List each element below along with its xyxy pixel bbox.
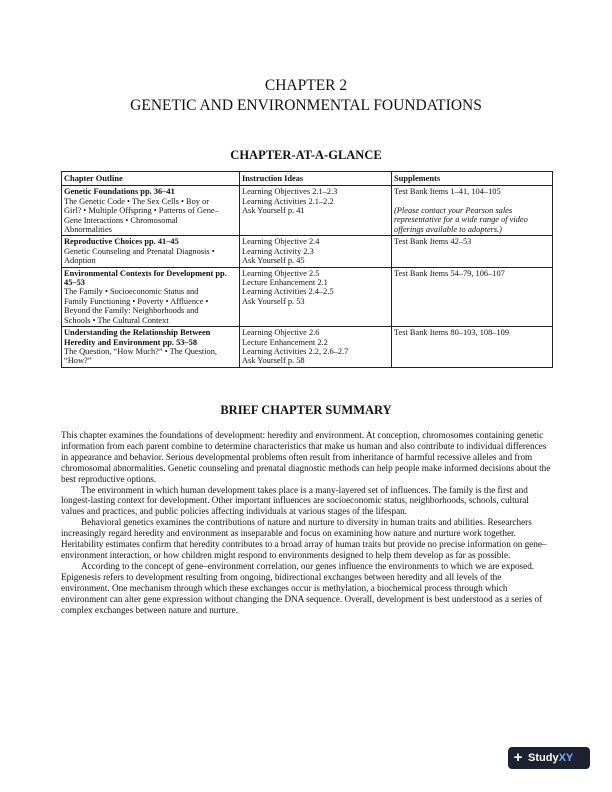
outline-line: The Question, “How Much?” • The Question, bbox=[64, 346, 218, 356]
instruction-idea: Ask Yourself p. 58 bbox=[242, 356, 305, 366]
outline-cell bbox=[62, 267, 240, 326]
column-header: Chapter Outline bbox=[62, 172, 240, 186]
outline-line: Schools • The Cultural Context bbox=[64, 315, 169, 325]
supplements-cell bbox=[392, 327, 553, 368]
summary-paragraph: This chapter examines the foundations of development: heredity and environment. At conception, chromosomes containing genetic information from each parent combine to determine characteristics that make us human and also contribute to individual differences in appearance and behavior. Serious developmental problems often result from inheritance of harmful recessive alleles and from chromosomal abnormalities. Genetic counseling and prenatal diagnostic methods can help people make informed decisions about the best reproductive options. bbox=[61, 430, 551, 484]
outline-line: “How?” bbox=[64, 356, 92, 366]
summary-paragraph: The environment in which human development takes place is a many-layered set of influences. The family is the first and longest-lasting context for development. Other important influences are socioeconomic status, neighborhoods, schools, cultural values and practices, and public policies affecting individuals at various stages of the lifespan. bbox=[61, 484, 529, 517]
brand-main: Study bbox=[528, 752, 559, 764]
supplement-note-line: representative for a wide range of video bbox=[394, 215, 528, 225]
supplement-item: Test Bank Items 54–79, 106–107 bbox=[394, 268, 505, 278]
glance-heading: CHAPTER-AT-A-GLANCE bbox=[230, 148, 382, 162]
outline-topic: Understanding the Relationship Between Heredity and Environment pp. 53–58 bbox=[64, 328, 211, 347]
supplements-cell bbox=[392, 186, 553, 236]
column-header: Instruction Ideas bbox=[240, 172, 392, 186]
instruction-idea: Learning Activities 2.4–2.5 bbox=[242, 287, 334, 297]
supplement-item: Test Bank Items 80–103, 108–109 bbox=[394, 328, 510, 338]
chapter-at-a-glance-table bbox=[61, 171, 553, 368]
chapter-number: CHAPTER 2 bbox=[264, 77, 348, 94]
outline-line: The Genetic Code • The Sex Cells • Boy or bbox=[64, 196, 210, 206]
instruction-idea: Lecture Enhancement 2.1 bbox=[242, 278, 328, 288]
plus-icon: + bbox=[513, 749, 523, 766]
outline-line: Beyond the Family: Neighborhoods and bbox=[64, 306, 199, 316]
instruction-idea: Ask Yourself p. 45 bbox=[242, 256, 305, 266]
column-header: Supplements bbox=[392, 172, 553, 186]
summary-heading: BRIEF CHAPTER SUMMARY bbox=[220, 403, 392, 417]
brand-accent: XY bbox=[558, 752, 574, 764]
outline-topic: Reproductive Choices pp. 41–45 bbox=[64, 237, 179, 247]
outline-line: Gene Interactions • Chromosomal bbox=[64, 215, 178, 225]
instruction-idea: Ask Yourself p. 53 bbox=[242, 296, 305, 306]
supplement-note-line: offerings available to adopters.) bbox=[394, 224, 502, 234]
outline-line: Abnormalities bbox=[64, 225, 112, 235]
outline-cell bbox=[62, 186, 240, 236]
summary-paragraph: According to the concept of gene–environment correlation, our genes influence the environments to which we are exposed. Epigenesis refers to development resulting from ongoing, bidirectional exchanges between heredity and all levels of the environment. One mechanism through which these exchanges occur is methylation, a biochemical process through which environment can alter gene expression without changing the DNA sequence. Overall, development is best understood as a series of complex exchanges between nature and nurture. bbox=[61, 560, 543, 615]
outline-line: The Family • Socioeconomic Status and bbox=[64, 287, 199, 297]
instruction-ideas-cell bbox=[240, 236, 392, 267]
instruction-ideas-cell bbox=[240, 327, 392, 368]
supplements-cell bbox=[392, 267, 553, 326]
summary-text bbox=[61, 430, 552, 615]
supplements-cell bbox=[392, 236, 553, 267]
outline-line: Adoption bbox=[64, 256, 96, 266]
instruction-idea: Learning Activity 2.3 bbox=[242, 246, 314, 256]
outline-cell bbox=[62, 236, 240, 267]
outline-line: Genetic Counseling and Prenatal Diagnosis • bbox=[64, 246, 215, 256]
outline-line: Family Functioning • Poverty • Affluence • bbox=[64, 296, 209, 306]
chapter-title: GENETIC AND ENVIRONMENTAL FOUNDATIONS bbox=[130, 97, 482, 114]
supplement-note-line: (Please contact your Pearson sales bbox=[394, 205, 513, 215]
instruction-idea: Ask Yourself p. 41 bbox=[242, 206, 305, 216]
instruction-ideas-cell bbox=[240, 267, 392, 326]
instruction-idea: Learning Objective 2.4 bbox=[242, 237, 320, 247]
supplement-note bbox=[394, 206, 550, 234]
outline-cell bbox=[62, 327, 240, 368]
instruction-idea: Learning Objectives 2.1–2.3 bbox=[242, 187, 338, 197]
supplement-item: Test Bank Items 1–41, 104–105 bbox=[394, 187, 501, 197]
outline-topic: Environmental Contexts for Development pp. 45–53 bbox=[64, 268, 227, 288]
summary-paragraph: Behavioral genetics examines the contributions of nature and nurture to diversity in human traits and abilities. Researchers increasingly regard heredity and environment as inseparable and focus on examining how nature and nurture work together. Heritability estimates confirm that heredity contributes to a broad array of human traits but provide no precise information on gene–environment interaction, or how children might respond to environments designed to help them develop as far as possible. bbox=[61, 517, 547, 560]
supplement-item: Test Bank Items 42–53 bbox=[394, 237, 472, 247]
table-row bbox=[62, 327, 553, 368]
table-row bbox=[62, 236, 553, 267]
outline-topic: Genetic Foundations pp. 36–41 bbox=[64, 187, 175, 197]
instruction-ideas-cell bbox=[240, 186, 392, 236]
outline-line: Girl? • Multiple Offspring • Patterns of Gene– bbox=[64, 206, 219, 216]
table-row bbox=[62, 186, 553, 236]
instruction-idea: Lecture Enhancement 2.2 bbox=[242, 337, 328, 347]
instruction-idea: Learning Activities 2.1–2.2 bbox=[242, 196, 334, 206]
instruction-idea: Learning Objective 2.5 bbox=[242, 268, 320, 278]
table-row bbox=[62, 267, 553, 326]
studyxy-watermark bbox=[508, 747, 590, 769]
instruction-idea: Learning Objective 2.6 bbox=[242, 328, 320, 338]
instruction-idea: Learning Activities 2.2, 2.6–2.7 bbox=[242, 346, 349, 356]
table-header-row bbox=[62, 172, 553, 186]
